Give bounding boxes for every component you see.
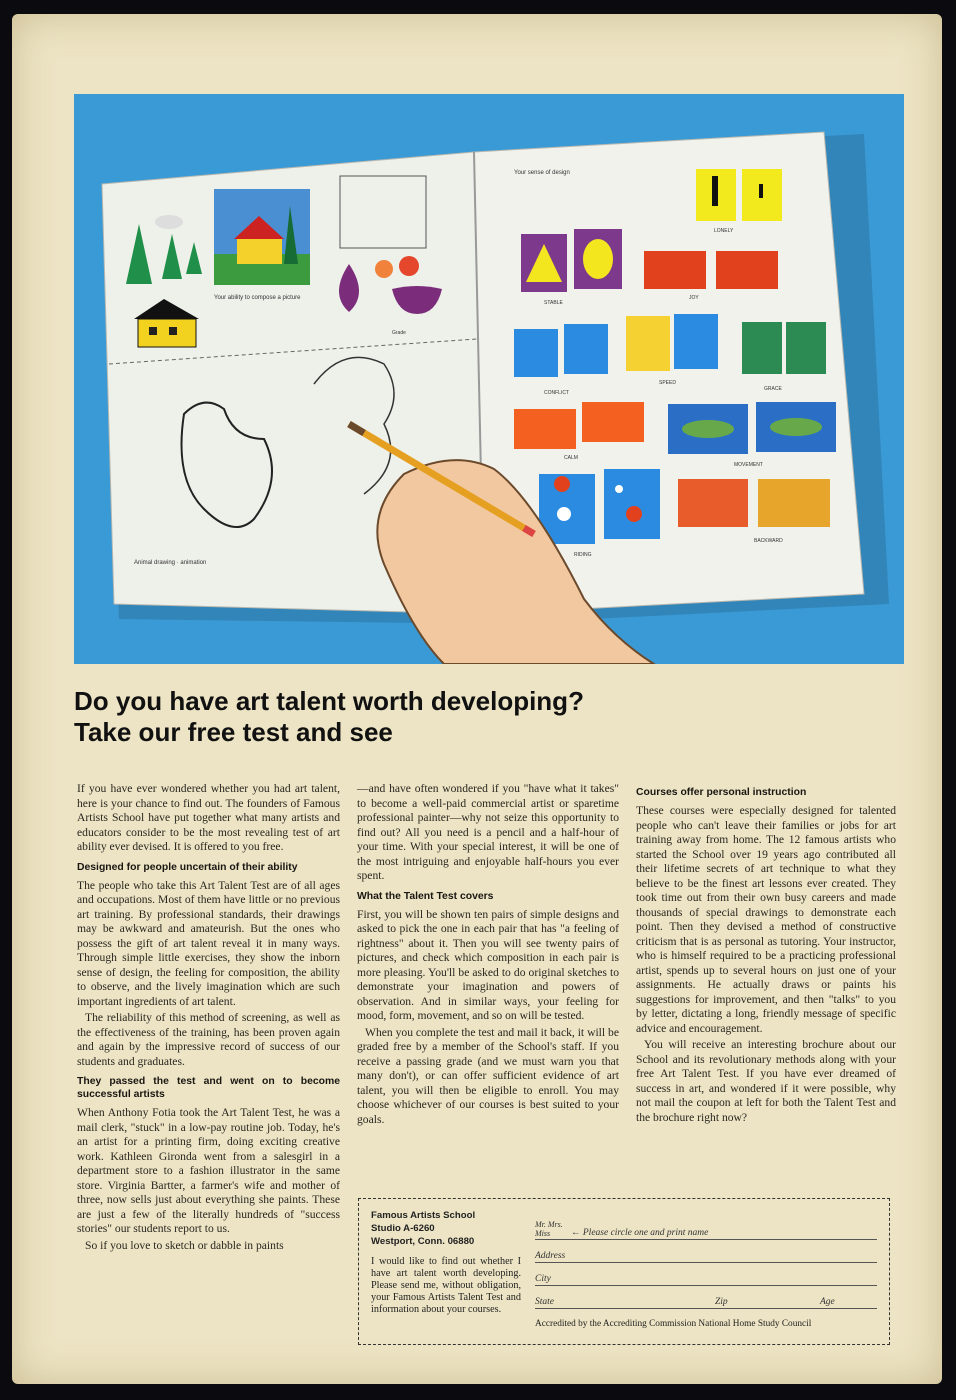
city-field[interactable] [535, 1263, 877, 1286]
magazine-back-cover [12, 14, 942, 1384]
address-label: Address [535, 1251, 566, 1261]
paragraph: The reliability of this method of screening, as well as the effectiveness of the training, has been proven again and again by the impressive record of success of our students and graduates. [77, 1011, 340, 1068]
paragraph: When you complete the test and mail it back, it will be graded free by a member of the School's staff. If you receive a passing grade (and we must warn you that many don't), or can offer sufficient evidence of art talent, you will then be eligible to enroll. You may choose whichever of our courses is best suited to your goals. [357, 1025, 619, 1126]
animal-caption: Animal drawing · animation [134, 560, 207, 566]
paragraph: —and have often wondered if you "have what it takes" to become a well-paid commercial artist or sparetime professional painter—why not seize this opportunity to find out? All you need is a pencil and a half-hour of your time. With your special interest, it will be one of the most intriguing and enjoyable half-hours you ever spent. [357, 782, 619, 882]
studio-number: Studio A-6260 [371, 1223, 435, 1234]
column-3 [636, 786, 896, 1127]
book-illustration [74, 94, 904, 664]
grade-label: Grade [392, 330, 406, 336]
subhead-uncertain: Designed for people uncertain of their ability [77, 861, 298, 873]
mail-in-coupon[interactable] [358, 1198, 890, 1345]
pair-label: SPEED [659, 380, 676, 386]
title-options: Mr. Mrs. Miss [535, 1220, 563, 1238]
pair-label: LONELY [714, 228, 734, 234]
zip-label: Zip [715, 1297, 728, 1307]
compose-caption: Your ability to compose a picture [214, 295, 301, 301]
coupon-form [535, 1217, 877, 1309]
paragraph: The people who take this Art Talent Test are of all ages and occupations. Most of them have little or no previous art training. By professional standards, their drawings may be awkward and amateurish. But the ones who possess the gift of art talent reveal it in many ways. Through simple little exercises, they show the inborn sense of design, the feeling for composition, the ability to observe, and the lively imagination which are such important ingredients of art talent. [77, 878, 340, 1008]
pair-label: CALM [564, 455, 578, 461]
subhead-instruction: Courses offer personal instruction [636, 787, 807, 798]
paragraph: These courses were especially designed for talented people who can't leave their families or jobs for art training away from home. The 12 famous artists who started the School over 19 years ago contributed all their lifetime secrets of art technique to what they believe to be the finest art lessons ever created. They took time out from their own busy careers and made thousands of special drawings to demonstrate each point. Then they devised a method of constructive criticism that is as personal as tutoring. Your instructor, who is himself required to be a practicing professional artist, spends up to several hours on just one of your assignments. He actually draws or paints his suggestions for improvement, and then "talks" to you by letter, dictating a long, friendly message of specific advice and encouragement. [636, 804, 896, 1035]
paragraph: When Anthony Fotia took the Art Talent Test, he was a mail clerk, "stuck" in a low-pay routine job. Today, he's an artist for a printing firm, doing exciting creative work. Kathleen Gironda went from a salesgirl in a department store to a fashion illustrator in the same store. Virginia Bartter, a farmer's wife and mother of three, now sells just about everything she paints. These are just a few of the literally hundreds of "success stories" our students report to us. [77, 1106, 340, 1235]
column-2 [357, 782, 619, 1129]
subhead-success: They passed the test and went on to become successful artists [77, 1076, 340, 1100]
pair-label: MOVEMENT [734, 462, 763, 468]
pair-label: CONFLICT [544, 390, 569, 396]
paragraph: First, you will be shown ten pairs of simple designs and asked to pick the one in each pair that has "a feeling of rightness" about it. Then you will see twenty pairs of pictures, and check which composition in each pair is more pleasing. You'll be asked to do original sketches to demonstrate your imagination and powers of observation. And in similar ways, your feeling for mood, form, movement, and so on will be tested. [357, 907, 619, 1022]
pair-label: GRACE [764, 386, 782, 392]
coupon-request-text: I would like to find out whether I have art talent worth developing. Please send me, without obligation, your Famous Artists Talent Test and information about your courses. [371, 1256, 521, 1315]
subhead-test-covers: What the Talent Test covers [357, 890, 494, 902]
school-city: Westport, Conn. 06880 [371, 1236, 475, 1247]
coupon-address-block [371, 1209, 521, 1316]
paragraph: So if you love to sketch or dabble in paints [85, 1238, 284, 1252]
column-1 [77, 782, 340, 1255]
name-hint: ← Please circle one and print name [571, 1228, 709, 1238]
accreditation-note: Accredited by the Accrediting Commission National Home Study Council [535, 1319, 812, 1329]
headline [74, 686, 904, 748]
address-field[interactable] [535, 1240, 877, 1263]
pair-label: JOY [689, 295, 699, 301]
headline-line-2: Take our free test and see [74, 717, 393, 747]
state-label: State [535, 1297, 554, 1307]
design-heading: Your sense of design [514, 170, 570, 176]
age-label: Age [820, 1297, 835, 1307]
pair-label: RIDING [574, 552, 592, 558]
school-name: Famous Artists School [371, 1210, 476, 1221]
pair-label: BACKWARD [754, 538, 783, 544]
name-field[interactable] [535, 1217, 877, 1240]
open-book-drawing [74, 94, 904, 664]
headline-line-1: Do you have art talent worth developing? [74, 686, 584, 716]
pair-label: STABLE [544, 300, 563, 306]
intro-paragraph: If you have ever wondered whether you had art talent, here is your chance to find out. The founders of Famous Artists School have put together what many artists and educators consider to be the most revealing test of art ability ever devised. It is offered to you free. [77, 782, 340, 853]
city-label: City [535, 1274, 551, 1284]
state-zip-age-field[interactable] [535, 1286, 877, 1309]
paragraph: You will receive an interesting brochure about our School and its revolutionary methods along with your free Art Talent Test. If you have ever dreamed of success in art, and wondered if it were possible, why not mail the coupon at left for both the Talent Test and the brochure right now? [636, 1038, 896, 1124]
